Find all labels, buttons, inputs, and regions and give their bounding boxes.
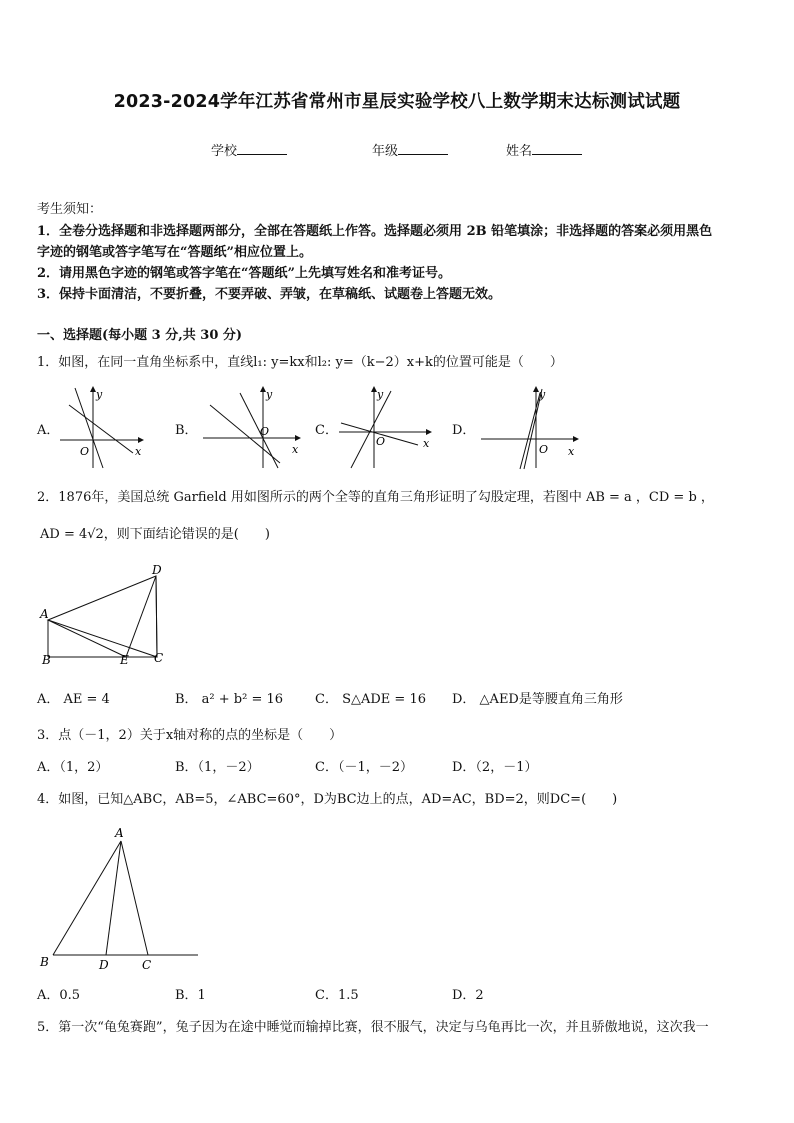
q3-text: 3．点（－1，2）关于x轴对称的点的坐标是（ ） [37,728,343,743]
name-field [506,140,582,159]
q1-b-x-label: x [292,443,299,456]
q1-text: 1．如图，在同一直角坐标系中，直线l₁: y=kx和l₂: y=（k−2）x+k的位置可能是（ ） [37,355,563,370]
q3-option-b[interactable]: B．（1，－2） [175,760,260,775]
q3-option-d[interactable]: D．（2，－1） [452,760,538,775]
q2-option-c[interactable]: C． S△ADE = 16 [315,692,426,707]
q1-option-a[interactable]: A． [37,423,60,438]
q1-d-y-label: y [539,388,546,401]
page-title: 2023-2024学年江苏省常州市星辰实验学校八上数学期末达标测试试题 [113,92,681,112]
grade-field [372,140,448,159]
q4-label-b: B [40,955,49,969]
q4-option-c[interactable]: C．1.5 [315,988,359,1003]
notice-heading: 考生须知： [37,202,103,217]
school-blank[interactable] [237,142,287,155]
notice-item-2: 2．请用黑色字迹的钢笔或答字笔在“答题纸”上先填写姓名和准考证号。 [37,266,452,281]
q2-text-a: 2．1876年，美国总统 Garfield 用如图所示的两个全等的直角三角形证明了勾股定理，若图中 AB = a ，CD = b ， [37,490,714,505]
q1-a-y-label: y [96,388,103,401]
q4-text: 4．如图，已知△ABC，AB=5，∠ABC=60°，D为BC边上的点，AD=AC，BD=2，则DC=( ) [37,792,618,807]
q4-option-a[interactable]: A．0.5 [37,988,81,1003]
q1-c-origin: O [376,435,386,448]
q2-option-a[interactable]: A． AE = 4 [37,692,110,707]
notice-item-3: 3．保持卡面清洁，不要折叠，不要弄破、弄皱，在草稿纸、试题卷上答题无效。 [37,287,502,302]
q2-text-b: AD = 4√2，则下面结论错误的是( ) [40,527,270,542]
q2-label-b: B [42,653,51,667]
q4-figure [35,822,205,972]
q4-label-a: A [115,826,124,840]
notice-item-1a: 1．全卷分选择题和非选择题两部分，全部在答题纸上作答。选择题必须用 2B 铅笔填涂；非选择题的答案必须用黑色 [37,224,713,239]
q1-option-b[interactable]: B． [175,423,198,438]
q4-option-b[interactable]: B．1 [175,988,206,1003]
q1-c-x-label: x [423,437,430,450]
q1-a-origin: O [80,445,90,458]
grade-label: 年级 [372,144,399,159]
grade-blank[interactable] [398,142,448,155]
q1-graph-a [55,383,160,473]
q2-figure [35,560,180,670]
q1-d-origin: O [539,443,549,456]
q2-label-e: E [120,653,129,667]
q1-a-x-label: x [135,445,142,458]
name-blank[interactable] [532,142,582,155]
q1-option-c[interactable]: C． [315,423,338,438]
q4-label-d: D [99,958,109,972]
q1-b-origin: O [260,425,270,438]
q2-option-d[interactable]: D． △AED是等腰直角三角形 [452,692,623,707]
q2-option-b[interactable]: B． a² + b² = 16 [175,692,284,707]
name-label: 姓名 [506,144,533,159]
q1-option-d[interactable]: D． [452,423,476,438]
school-field [211,140,287,159]
q3-option-c[interactable]: C．（－1，－2） [315,760,413,775]
section-heading: 一、选择题(每小题 3 分,共 30 分) [37,328,243,343]
q2-label-a: A [40,607,49,621]
school-label: 学校 [211,144,238,159]
q1-graph-b [200,383,310,473]
q4-option-d[interactable]: D．2 [452,988,484,1003]
q1-c-y-label: y [377,388,384,401]
q4-label-c: C [142,958,152,972]
q5-text: 5．第一次“龟兔赛跑”，兔子因为在途中睡觉而输掉比赛，很不服气，决定与乌龟再比一次，并且骄傲地说，这次我一 [37,1020,709,1035]
q1-d-x-label: x [568,445,575,458]
notice-item-1b: 字迹的钢笔或答字笔写在“答题纸”相应位置上。 [37,245,312,260]
q2-label-d: D [152,563,162,577]
q3-option-a[interactable]: A．（1，2） [37,760,109,775]
q1-b-y-label: y [266,388,273,401]
q1-graph-c [336,383,441,473]
q2-label-c: C [154,651,164,665]
q1-graph-d [478,383,588,473]
